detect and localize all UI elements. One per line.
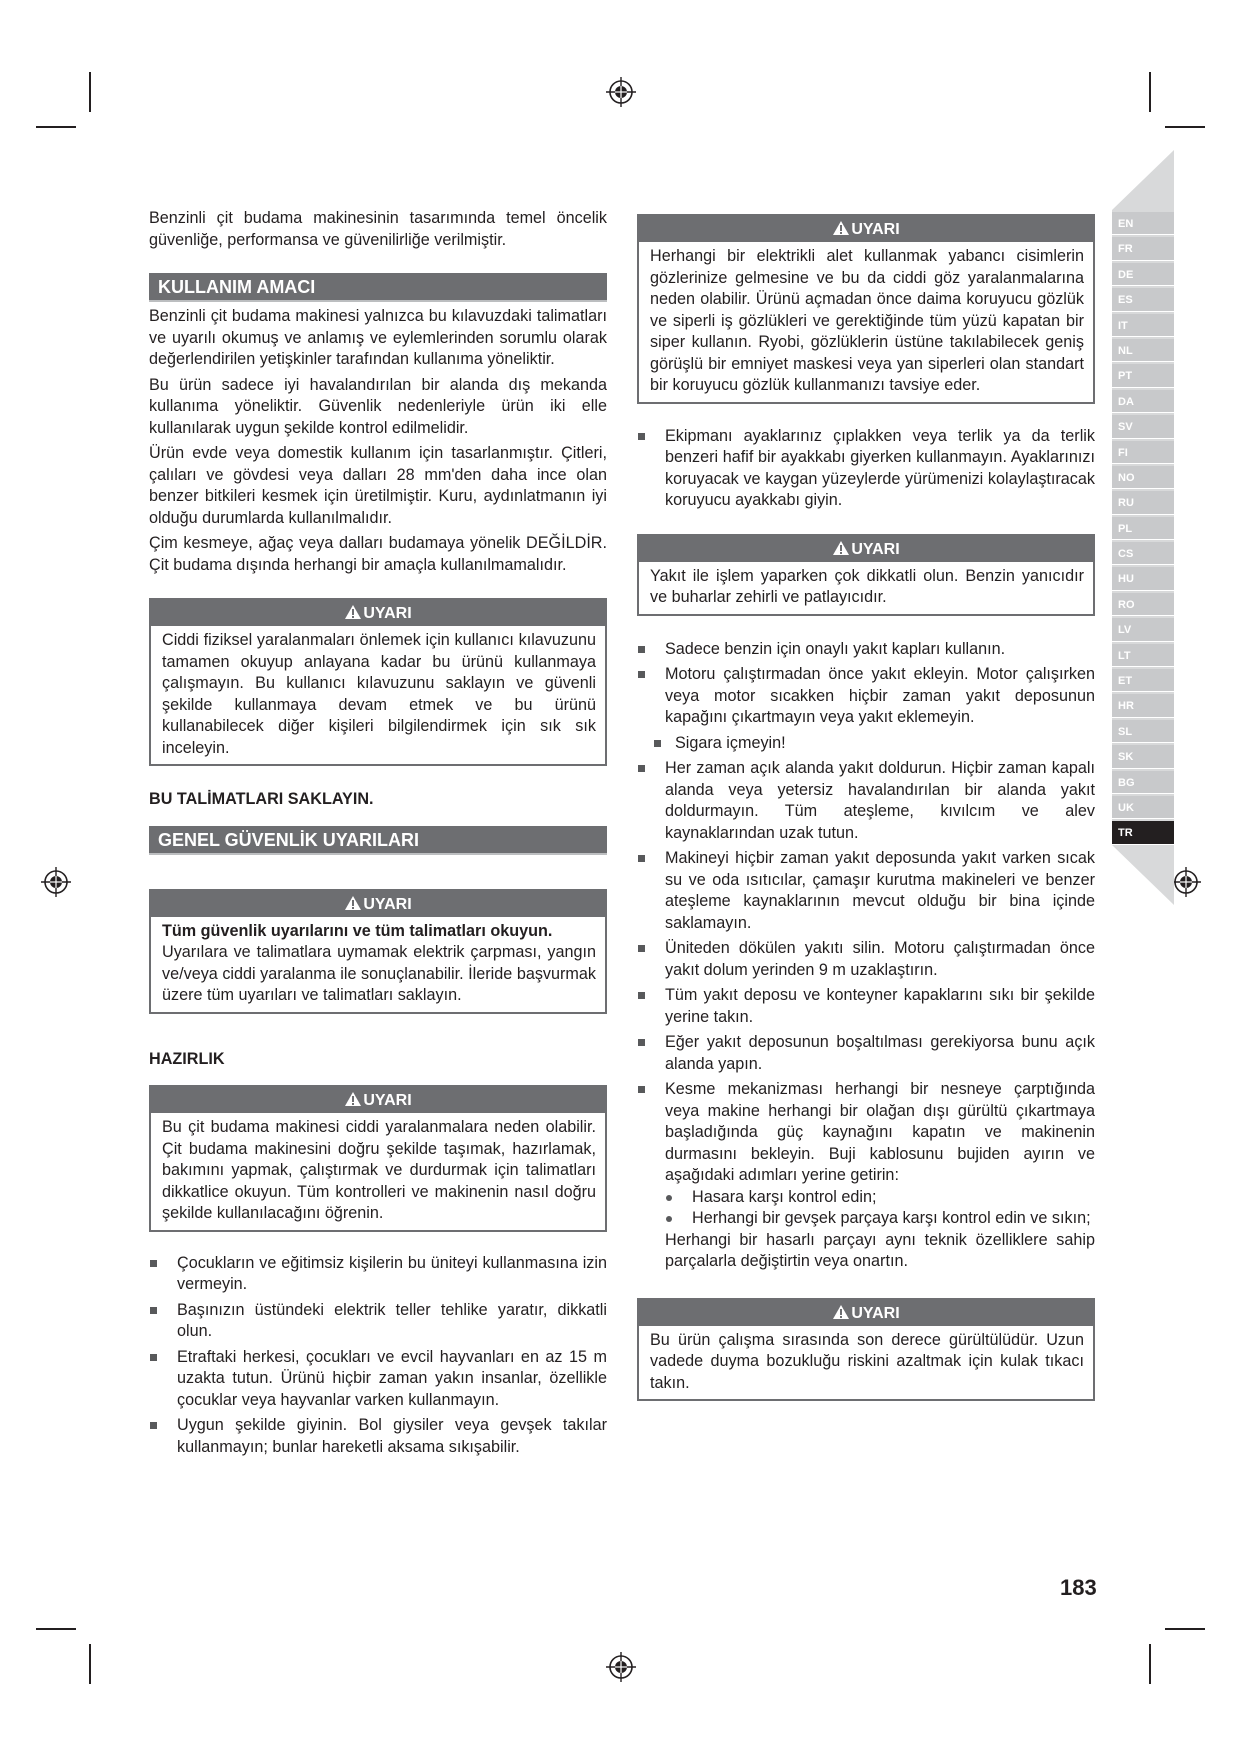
tab-tr[interactable]: TR [1112, 821, 1174, 844]
tab-fi[interactable]: FI [1112, 441, 1174, 464]
registration-mark-icon [606, 77, 636, 107]
square-bullet-icon [150, 1307, 157, 1314]
tab-lt[interactable]: LT [1112, 644, 1174, 667]
list-item: Sadece benzin için onaylı yakıt kapları kullanın. [637, 639, 1095, 661]
intended-use-paragraph: Çim kesmeye, ağaç veya dalları budamaya yönelik DEĞİLDİR. Çit budama dışında herhangi bir amaçla kullanılmamalıdır. [149, 534, 607, 574]
square-bullet-icon [150, 1422, 157, 1429]
tab-de[interactable]: DE [1112, 263, 1174, 286]
list-item: Ekipmanı ayaklarınız çıplakken veya terlik ya da terlik benzeri hafif bir ayakkabı giyerken kullanmayın. Ayaklarınızı koruyacak ve kaygan yüzeylerde yürümenizi kolaylaştıracak koruyucu ayakkabı giyin. [637, 426, 1095, 512]
registration-mark-icon [41, 867, 71, 897]
list-item: Etraftaki herkesi, çocukları ve evcil hayvanları en az 15 m uzakta tutun. Ürünü hiçbir zaman yakın insanlar, özellikle çocuklar veya hayvanlar varken kullanmayın. [149, 1347, 607, 1412]
list-item: Tüm yakıt deposu ve konteyner kapaklarını sıkı bir şekilde yerine takın. [637, 985, 1095, 1028]
tab-sv[interactable]: SV [1112, 415, 1174, 438]
warning-text: Bu ürün çalışma sırasında son derece gürültülüdür. Uzun vadede duyma bozukluğu riskini azaltmak için kulak tıkacı takın. [650, 1330, 1084, 1392]
save-instructions: BU TALİMATLARI SAKLAYIN. [149, 790, 374, 808]
section-title-intended-use: KULLANIM AMACI [149, 273, 607, 302]
tab-cs[interactable]: CS [1112, 542, 1174, 565]
warning-text: Ciddi fiziksel yaralanmaları önlemek için kullanıcı kılavuzunu tamamen okuyup anlayana kadar bu ürünü kullanmaya çalışmayın. Bu kullanıcı kılavuzunu saklayın ve güvenli şekilde kullanmaya devam etmek ve bu ürünü kullanabilecek diğer kişileri bilgilendirmek için sık sık inceleyin. [162, 631, 596, 757]
warning-label: UYARI [363, 895, 412, 913]
warning-text: Herhangi bir elektrikli alet kullanmak yabancı cisimlerin gözlerinize gelmesine ve bu da ciddi göz yaralanmalarına neden olabilir. Ürünü açmadan önce daima koruyucu gözlük ve siperli iş gözlükleri ve gerektiğinde tüm yüzü kapatan bir siper kullanın. Ryobi, gözlüklerin üstüne takılabilecek geniş görüşlü bir emniyet maskesi veya yan siperleri olan standart bir koruyucu gözlük kullanmanızı tavsiye eder. [650, 247, 1084, 394]
warning-header [639, 536, 1093, 562]
fuel-bullet-list [637, 639, 1095, 1273]
crop-mark [1149, 1644, 1151, 1684]
warning-triangle-icon [344, 1089, 362, 1116]
list-item: Eğer yakıt deposunun boşaltılması gerekiyorsa bunu açık alanda yapın. [637, 1032, 1095, 1075]
square-bullet-icon [638, 1086, 645, 1093]
square-bullet-icon [638, 646, 645, 653]
warning-header [151, 1087, 605, 1113]
warning-triangle-icon [344, 602, 362, 629]
list-item: Motoru çalıştırmadan önce yakıt ekleyin. Motor çalışırken veya motor sıcakken hiçbir zaman yakıt deposunun kapağını çıkartmayın veya yakıt eklemeyin. [637, 664, 1095, 729]
warning-label: UYARI [851, 1304, 900, 1322]
square-bullet-icon [150, 1354, 157, 1361]
warning-header [639, 1300, 1093, 1326]
tab-hu[interactable]: HU [1112, 567, 1174, 590]
tab-fr[interactable]: FR [1112, 237, 1174, 260]
tab-no[interactable]: NO [1112, 466, 1174, 489]
warning-label: UYARI [363, 605, 412, 622]
footwear-bullet-list [637, 426, 1095, 512]
crop-mark [89, 72, 91, 112]
tab-sl[interactable]: SL [1112, 720, 1174, 743]
tab-pl[interactable]: PL [1112, 517, 1174, 540]
sub-list-item: Herhangi bir gevşek parçaya karşı kontrol edin ve sıkın; [665, 1208, 1095, 1230]
warning-bold-text: Tüm güvenlik uyarılarını ve tüm talimatları okuyun. [162, 921, 553, 940]
warning-box [149, 1085, 607, 1232]
warning-header [151, 600, 605, 626]
intended-use-paragraph: Bu ürün sadece iyi havalandırılan bir alanda dış mekanda kullanıma yöneliktir. Güvenlik nedenleriyle ürün iki elle kullanılarak uygun şekilde kontrol edilmelidir. [149, 375, 607, 437]
section-title-general-safety: GENEL GÜVENLİK UYARILARI [149, 826, 607, 855]
sub-list-item: Hasara karşı kontrol edin; [665, 1187, 1095, 1209]
square-bullet-icon [638, 992, 645, 999]
registration-mark-icon [606, 1652, 636, 1682]
tab-lv[interactable]: LV [1112, 618, 1174, 641]
square-bullet-icon [638, 765, 645, 772]
list-item: Her zaman açık alanda yakıt doldurun. Hiçbir zaman kapalı alanda veya yetersiz havalandırılan bir alanda yakıt doldurmayın. Tüm ateşleme, kıvılcım ve alev kaynaklarından uzak tutun. [637, 758, 1095, 844]
square-bullet-icon [638, 945, 645, 952]
square-bullet-icon [638, 855, 645, 862]
registration-mark-icon [1171, 867, 1201, 897]
tab-hr[interactable]: HR [1112, 694, 1174, 717]
tab-ru[interactable]: RU [1112, 491, 1174, 514]
intended-use-paragraph: Ürün evde veya domestik kullanım için tasarlanmıştır. Çitleri, çalıları ve gövdesi veya dalları 28 mm'den daha ince olan benzer bitkileri kesmek için üretilmiştir. Kuru, aydınlatmanın iyi olduğu durumlarda kullanılmalıdır. [149, 444, 607, 527]
crop-mark [89, 1644, 91, 1684]
warning-triangle-icon [344, 893, 362, 920]
intro-paragraph: Benzinli çit budama makinesinin tasarımında temel öncelik güvenliğe, performansa ve güvenilirliğe verilmiştir. [149, 209, 607, 249]
crop-mark [36, 1628, 76, 1630]
list-item: Sigara içmeyin! [637, 733, 1095, 755]
crop-mark [36, 126, 76, 128]
warning-triangle-icon [832, 538, 850, 565]
intended-use-paragraph: Benzinli çit budama makinesi yalnızca bu kılavuzdaki talimatları ve uyarılı okumuş ve anlamış ve eylemlerinden sorumlu olarak değerlendirilen yetişkinler tarafından kullanıma yöneliktir. [149, 307, 607, 368]
warning-text: Bu çit budama makinesi ciddi yaralanmalara neden olabilir. Çit budama makinesini doğru şekilde taşımak, hazırlamak, bakımını yapmak, çalıştırmak ve durdurmak için talimatları dikkatlice okuyun. Tüm kontrolleri ve makinenin nasıl doğru şekilde kullanılacağını öğrenin. [162, 1118, 596, 1222]
tab-it[interactable]: IT [1112, 314, 1174, 337]
left-column [149, 208, 607, 1462]
tab-pt[interactable]: PT [1112, 364, 1174, 387]
tab-et[interactable]: ET [1112, 669, 1174, 692]
warning-box [149, 598, 607, 766]
safety-bullet-list [149, 1253, 607, 1459]
tab-nl[interactable]: NL [1112, 339, 1174, 362]
square-bullet-icon [638, 671, 645, 678]
round-bullet-icon [666, 1216, 672, 1222]
list-item: Uygun şekilde giyinin. Bol giysiler veya gevşek takılar kullanmayın; bunlar hareketli aksama sıkışabilir. [149, 1415, 607, 1458]
warning-header [639, 216, 1093, 242]
warning-label: UYARI [363, 1092, 412, 1109]
crop-mark [1165, 126, 1205, 128]
crop-mark [1165, 1628, 1205, 1630]
square-bullet-icon [654, 740, 661, 747]
list-item: Üniteden dökülen yakıtı silin. Motoru çalıştırmadan önce yakıt dolum yerinden 9 m uzaklaştırın. [637, 938, 1095, 981]
warning-box [637, 534, 1095, 616]
tab-en[interactable]: EN [1112, 212, 1174, 235]
warning-triangle-icon [832, 1302, 850, 1329]
warning-box [149, 889, 607, 1014]
page-number: 183 [1060, 1575, 1097, 1600]
square-bullet-icon [150, 1260, 157, 1267]
warning-box [637, 1298, 1095, 1402]
square-bullet-icon [638, 433, 645, 440]
sub-bullet-list [665, 1187, 1095, 1230]
list-item: Makineyi hiçbir zaman yakıt deposunda yakıt varken sıcak su ve oda ısıtıcılar, çamaşır kurutma makineleri ve benzer ateşleme kaynaklarının mevcut olduğu bir bina içinde saklamayın. [637, 848, 1095, 934]
list-item: Başınızın üstündeki elektrik teller tehlike yaratır, dikkatli olun. [149, 1300, 607, 1343]
warning-header [151, 891, 605, 917]
warning-label: UYARI [851, 221, 900, 238]
tab-uk[interactable]: UK [1112, 796, 1174, 819]
crop-mark [1149, 72, 1151, 112]
tab-es[interactable]: ES [1112, 288, 1174, 311]
right-column [637, 214, 1095, 1401]
warning-triangle-icon [832, 218, 850, 245]
tab-da[interactable]: DA [1112, 390, 1174, 413]
subsection-title-preparation: HAZIRLIK [149, 1049, 225, 1068]
tab-ro[interactable]: RO [1112, 593, 1174, 616]
list-item: Kesme mekanizması herhangi bir nesneye çarptığında veya makine herhangi bir olağan dışı gürültü çıkartmaya başladığında güç kaynağını kapatın ve makinenin durmasını bekleyin. Buji kablosunu bujiden ayırın ve aşağıdaki adımları yerine getirin: Hasara karşı kontrol edin; Herhangi bir gevşek parçaya karşı kontrol edin ve sıkın; Herhangi bir hasarlı parçayı aynı teknik özelliklere sahip parçalarla değiştirtin veya onartın. [637, 1079, 1095, 1273]
square-bullet-icon [638, 1039, 645, 1046]
warning-label: UYARI [851, 540, 900, 558]
warning-box [637, 214, 1095, 404]
tab-bg[interactable]: BG [1112, 771, 1174, 794]
language-tabs [1112, 212, 1174, 847]
warning-text: Yakıt ile işlem yaparken çok dikkatli olun. Benzin yanıcıdır ve buharlar zehirli ve patlayıcıdır. [650, 566, 1084, 606]
round-bullet-icon [666, 1195, 672, 1201]
warning-text: Uyarılara ve talimatlara uymamak elektrik çarpması, yangın ve/veya ciddi yaralanma ile sonuçlanabilir. İleride başvurmak üzere tüm uyarıları ve talimatları saklayın. [162, 943, 596, 1004]
list-item: Çocukların ve eğitimsiz kişilerin bu üniteyi kullanmasına izin vermeyin. [149, 1253, 607, 1296]
list-item-followup: Herhangi bir hasarlı parçayı aynı teknik özelliklere sahip parçalarla değiştirtin veya onartın. [665, 1230, 1095, 1270]
tab-sk[interactable]: SK [1112, 745, 1174, 768]
